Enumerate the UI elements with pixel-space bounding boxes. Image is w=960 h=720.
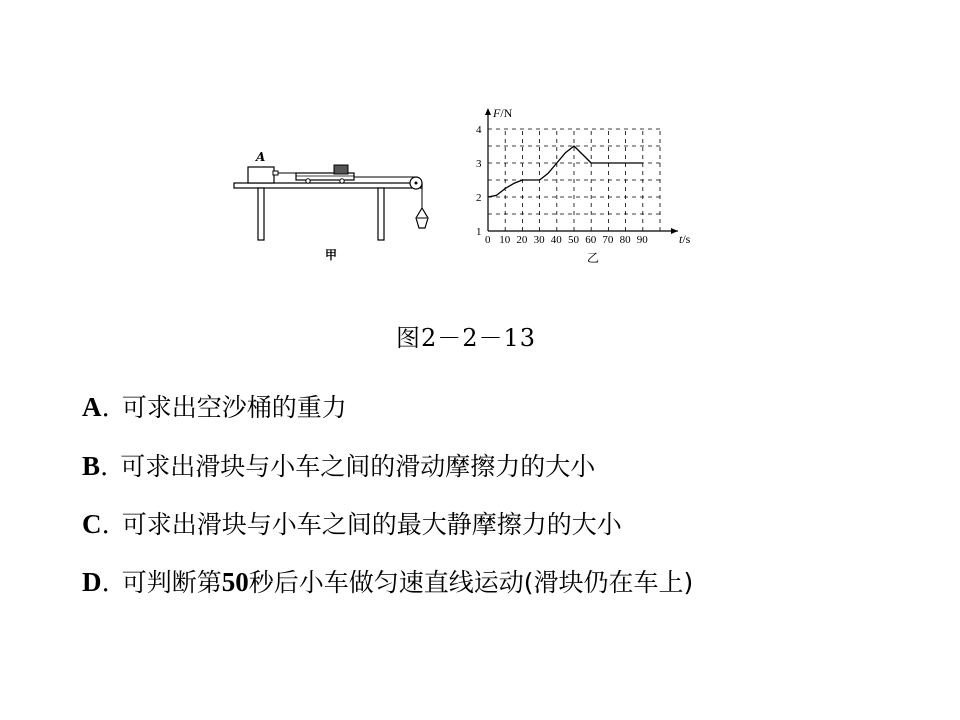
table-leg-right [378,188,384,240]
y-axis-label: F/N [493,106,513,120]
x-axis-label: t/s [679,232,691,246]
y-tick-label: 2 [476,192,482,204]
x-tick-label: 10 [499,234,511,246]
option-text: 可求出滑块与小车之间的最大静摩擦力的大小 [121,510,622,539]
option-text: 可求出空沙桶的重力 [121,393,347,422]
x-tick-label: 50 [568,234,579,246]
x-tick-label: 20 [516,234,528,246]
cart-wheel [306,179,310,183]
x-tick-label: 60 [585,234,597,246]
figure-b-caption: 乙 [587,251,600,265]
sensor-hook [273,171,278,175]
sensor-block [248,167,274,183]
y-tick-label: 3 [476,158,482,170]
option-text: 可判断第 [121,568,222,597]
y-tick-label: 1 [476,226,482,238]
option-letter: B [82,451,101,481]
x-axis-arrow [671,228,678,234]
x-tick-label: 0 [485,234,491,246]
option-dot: . [101,510,110,540]
table-leg-left [258,188,264,240]
option-letter: A [82,392,102,422]
option-c [82,505,622,541]
option-b [82,447,595,483]
option-dot: . [101,393,110,423]
x-tick-label: 40 [550,234,562,246]
force-time-graph [470,105,710,265]
force-curve [488,146,643,197]
figure-number: 图2－2－13 [396,324,537,352]
option-a [82,388,347,424]
x-tick-label: 30 [533,234,545,246]
option-dot: . [100,452,109,482]
figure-a-caption: 甲 [325,248,338,262]
table-top [234,183,422,188]
block-label: A [256,150,266,164]
option-d [82,563,693,599]
option-dot: . [101,568,110,598]
x-tick-label: 90 [636,234,648,246]
option-text: 秒后小车做匀速直线运动(滑块仍在车上) [248,568,694,597]
option-letter: D [82,567,102,597]
pulley-axle [415,182,418,185]
slider-block [334,165,348,174]
option-number: 50 [221,567,249,597]
cart-wheel [340,179,344,183]
option-text: 可求出滑块与小车之间的滑动摩擦力的大小 [120,452,596,481]
y-tick-label: 4 [476,124,482,136]
x-tick-label: 70 [602,234,614,246]
y-axis-arrow [485,108,491,115]
option-letter: C [82,509,102,539]
x-tick-label: 80 [619,234,631,246]
